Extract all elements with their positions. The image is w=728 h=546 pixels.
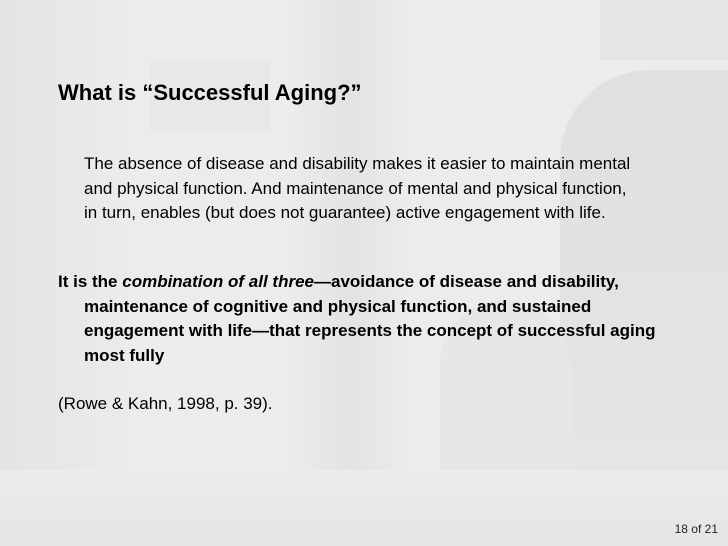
- emphasis-paragraph: [58, 270, 684, 368]
- citation: (Rowe & Kahn, 1998, p. 39).: [58, 394, 273, 413]
- page-number: 18 of 21: [674, 522, 718, 536]
- paragraph-rest: —avoidance of disease and disability, maintenance of cognitive and physical function, and sustained engagement with life—that represents the concept of successful aging most fully: [84, 272, 656, 365]
- body-paragraph: The absence of disease and disability makes it easier to maintain mental and physical function. And maintenance of mental and physical function, in turn, enables (but does not guarantee) active engagement with life.: [84, 154, 631, 222]
- slide-title: What is “Successful Aging?”: [58, 80, 362, 105]
- paragraph-lead: It is the: [58, 272, 123, 291]
- paragraph-emphasis: combination of all three: [122, 272, 314, 291]
